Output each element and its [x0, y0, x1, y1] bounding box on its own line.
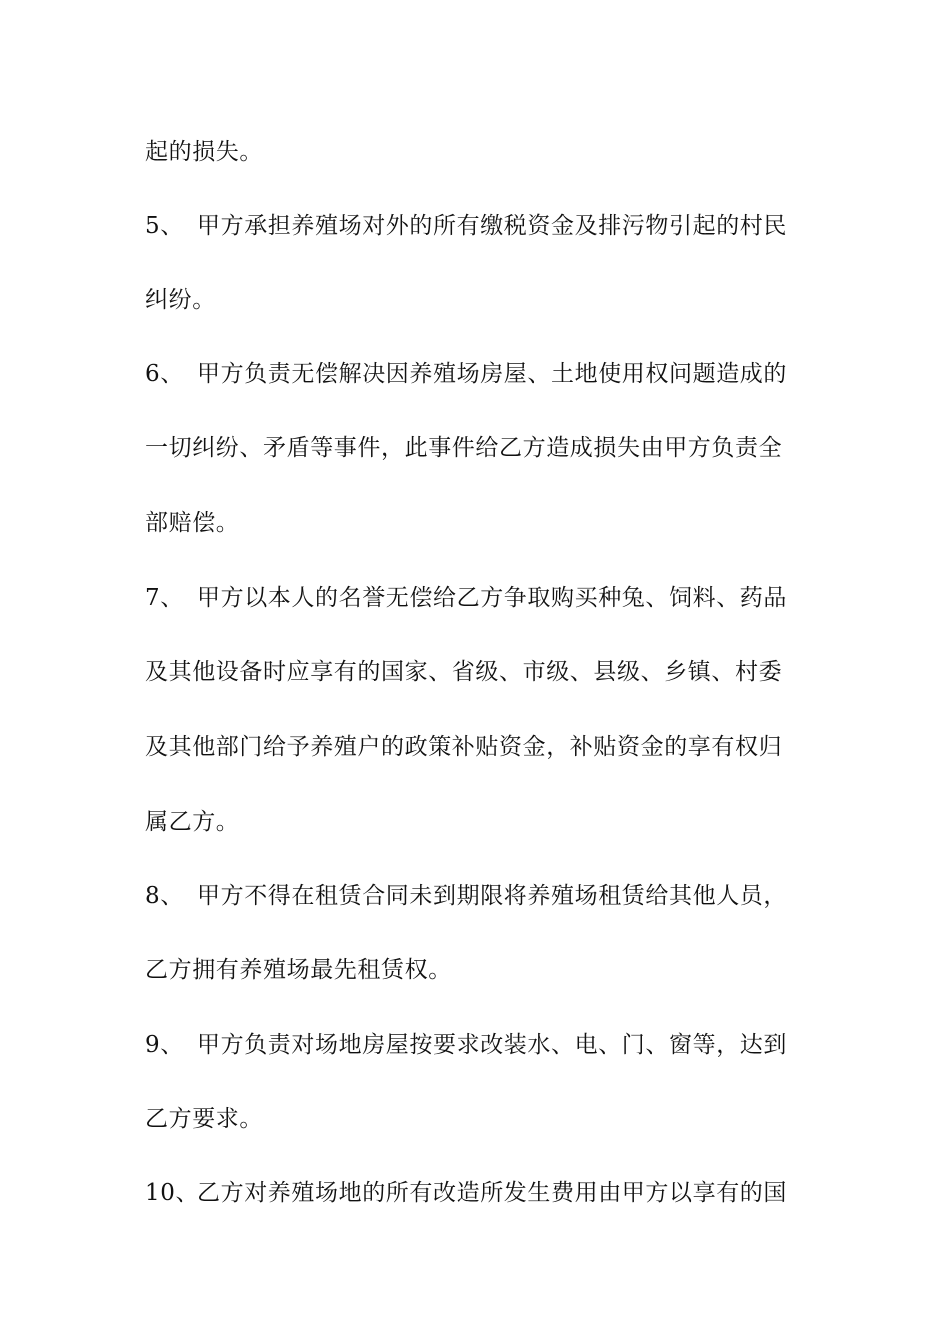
line-text: 乙方对养殖场地的所有改造所发生费用由甲方以享有的国	[197, 1180, 787, 1206]
clause-7-line	[145, 578, 810, 618]
clause-5-line	[145, 206, 810, 246]
text-line	[145, 428, 810, 468]
line-text: 甲方负责无偿解决因养殖场房屋、土地使用权问题造成的	[197, 361, 787, 387]
line-text: 一切纠纷、矛盾等事件，此事件给乙方造成损失由甲方负责全	[145, 435, 783, 461]
clause-number: 7、	[145, 585, 184, 611]
line-text: 及其他设备时应享有的国家、省级、市级、县级、乡镇、村委	[145, 659, 783, 685]
clause-number: 9、	[145, 1032, 184, 1058]
text-line	[145, 1099, 810, 1139]
text-line	[145, 727, 810, 767]
line-text: 起的损失。	[145, 139, 263, 165]
clause-number: 8、	[145, 883, 184, 909]
line-text: 甲方负责对场地房屋按要求改装水、电、门、窗等，达到	[197, 1032, 787, 1058]
text-line	[145, 132, 810, 172]
line-text: 甲方不得在租赁合同未到期限将养殖场租赁给其他人员，	[197, 883, 787, 909]
clause-8-line	[145, 876, 810, 916]
line-text: 属乙方。	[145, 809, 240, 835]
clause-9-line	[145, 1025, 810, 1065]
clause-number: 5、	[145, 213, 184, 239]
text-line	[145, 503, 810, 543]
text-line	[145, 652, 810, 692]
text-line	[145, 802, 810, 842]
line-text: 甲方承担养殖场对外的所有缴税资金及排污物引起的村民	[197, 213, 787, 239]
line-text: 乙方拥有养殖场最先租赁权。	[145, 957, 452, 983]
clause-number: 6、	[145, 361, 184, 387]
clause-6-line	[145, 354, 810, 394]
line-text: 纠纷。	[145, 287, 216, 313]
line-text: 及其他部门给予养殖户的政策补贴资金，补贴资金的享有权归	[145, 734, 783, 760]
line-text: 部赔偿。	[145, 510, 240, 536]
clause-number: 10、	[145, 1180, 200, 1206]
text-line	[145, 950, 810, 990]
line-text: 甲方以本人的名誉无偿给乙方争取购买种兔、饲料、药品	[197, 585, 787, 611]
text-line	[145, 280, 810, 320]
clause-10-line	[145, 1173, 810, 1213]
line-text: 乙方要求。	[145, 1106, 263, 1132]
